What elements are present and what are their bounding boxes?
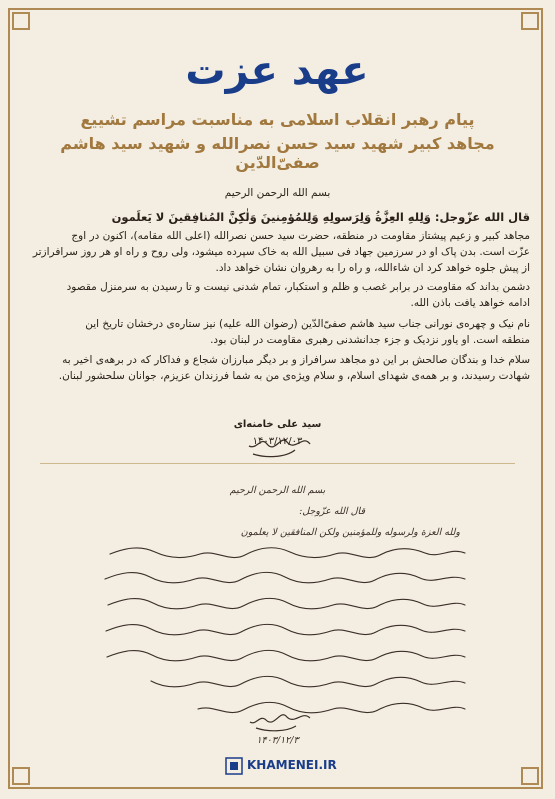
paragraph-2-line-1: دشمن بداند که مقاومت در برابر غصب و ظلم و استکبار، تمام شدنی نیست و تا رسیدن به سرمنزل مقصود: [66, 281, 530, 293]
paragraph-1-line-1: مجاهد کبیر و زعیم پیشتاز مقاومت در منطقه، حضرت سید حسن نصرالله (اعلی الله مقامه)، اکنون در اوج: [71, 230, 530, 242]
handwritten-signature: [240, 708, 320, 736]
khamenei-ir-logo-icon: [225, 757, 243, 775]
message-title: پیام رهبر انقلاب اسلامی به مناسبت مراسم تشییع: [80, 110, 475, 129]
paragraph-1-line-2: عزّت است. بدن پاک او در سرزمین جهاد فی سبیل الله به خاک سپرده میشود، ولی روح و راه او هر روز سرافرازتر: [32, 246, 530, 258]
handwritten-date: ۱۴۰۳/۱۲/۳: [256, 735, 299, 746]
handwritten-verse-intro: قال الله عزّوجل:: [299, 506, 365, 517]
paragraph-3-line-1: نام نیک و چهره‌ی نورانی جناب سید هاشم صفیّ‌الدّین (رضوان الله علیه) نیز ستاره‌ی درخشان تاریخ این: [85, 318, 530, 330]
site-footer: [225, 755, 345, 777]
signature-date: ۱۴۰۳/۱۲/۰۳: [252, 436, 303, 447]
paragraph-4-line-1: سلام خدا و بندگان صالحش بر این دو مجاهد سرافراز و بر دیگر مبارزان شجاع و فداکار که در برهه‌ی اخیر به: [62, 354, 530, 366]
signer-name: سید علی خامنه‌ای: [233, 419, 322, 430]
basmala: بسم الله الرحمن الرحيم: [224, 187, 331, 199]
handwritten-verse: ولله العزة ولرسوله وللمؤمنین ولکن المنافقین لا یعلمون: [240, 527, 460, 538]
site-name[interactable]: KHAMENEI.IR: [247, 758, 337, 772]
section-divider: [40, 463, 515, 464]
paragraph-1-line-3: از پیش جلوه خواهد کرد ان شاءالله، و راه را به رهروان نشان خواهد داد.: [215, 262, 530, 274]
quran-verse: قال الله عزّوجل: وَلِلهِ العِزَّةُ وَلِرَسولِهِ وَلِلمُؤمِنينَ وَلٰكِنَّ المُنافِقينَ لا يَعلَمون: [111, 210, 530, 224]
handwritten-basmala: بسم الله الرحمن الرحیم: [229, 485, 326, 496]
paragraph-3-line-2: منطقه است. او یاور نزدیک و جزء جدانشدنی رهبری مقاومت در لبنان بود.: [210, 334, 530, 346]
paragraph-2-line-2: ادامه خواهد یافت باذن الله.: [410, 297, 530, 309]
logo-text: عهد عزت: [185, 48, 369, 94]
paragraph-4-line-2: شهادت رسیدند، و بر همه‌ی شهدای اسلام، و سلام ویژه‌ی من به شما فرزندان عزیزم، جوانان سلحشور لبنان.: [58, 370, 530, 382]
handwritten-manuscript-body: [90, 545, 470, 735]
message-subtitle: مجاهد کبیر شهید سید حسن نصرالله و شهید سید هاشم صفیّ‌الدّین: [60, 134, 495, 172]
